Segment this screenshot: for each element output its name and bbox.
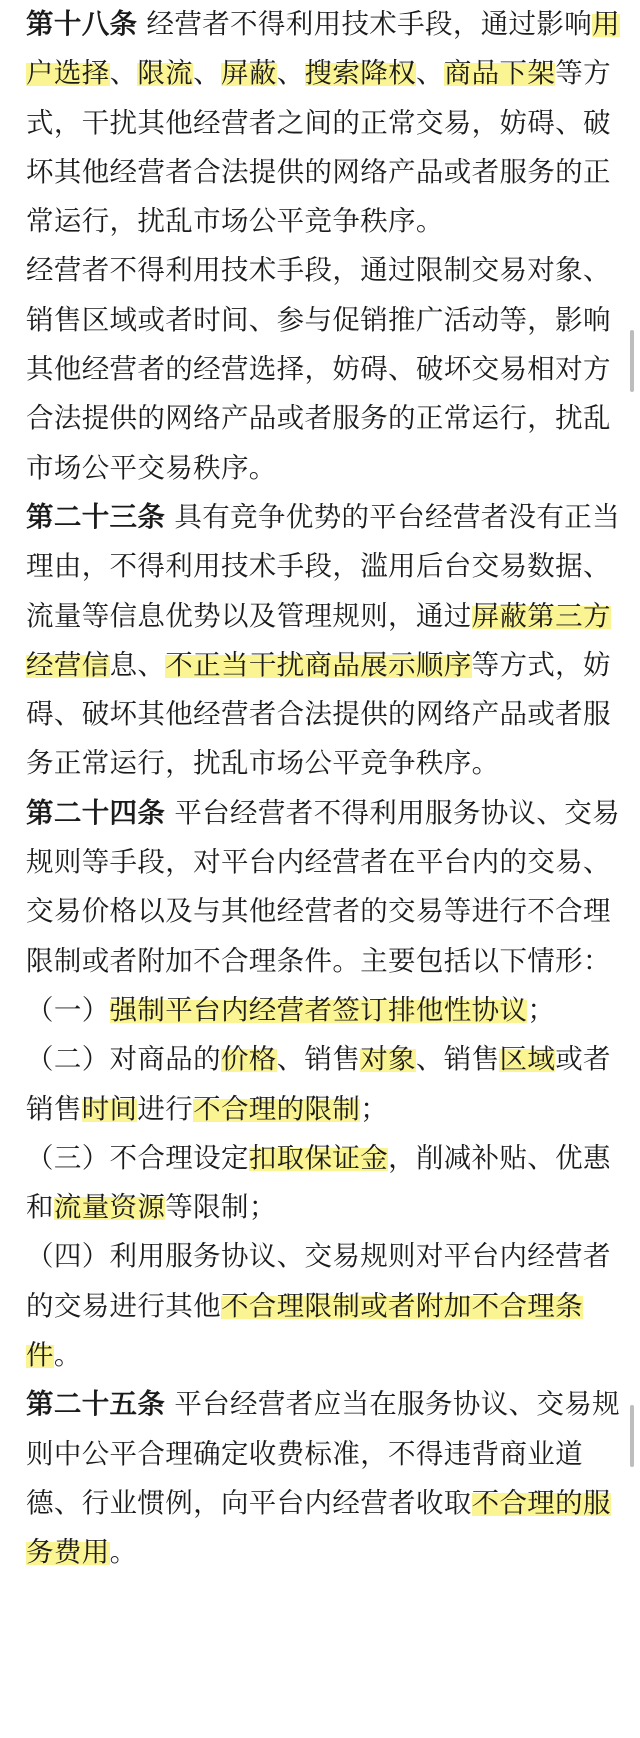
article-18-paragraph-2: 经营者不得利用技术手段，通过限制交易对象、销售区域或者时间、参与促销推广活动等，影响其他经营者的经营选择，妨碍、破坏交易相对方合法提供的网络产品或者服务的正常运行，扰乱市场公平交易秩序。 [26, 254, 611, 484]
text-run: 、 [276, 57, 305, 90]
text-run: 、 [415, 57, 444, 90]
text-run: 等方式，干扰其他经营者之间的正常交易，妨碍、破坏其他经营者合法提供的网络产品或者服务的正常运行，扰乱市场公平竞争秩序。 [26, 57, 611, 238]
text-run: 、 [193, 57, 221, 90]
highlighted-text: 用户选择 [26, 8, 620, 90]
highlighted-text: 商品下架 [443, 57, 556, 90]
article-18-body [26, 8, 620, 237]
highlighted-text: 不合理的服务费用 [26, 1486, 611, 1569]
article-23-number: 第二十三条 [26, 500, 166, 533]
text-run: 、销售 [415, 1043, 500, 1076]
article-25-number: 第二十五条 [26, 1388, 166, 1421]
highlighted-text: 时间 [81, 1092, 138, 1125]
highlighted-text: 搜索降权 [304, 57, 416, 90]
text-run: 进行 [137, 1092, 194, 1125]
highlighted-text: 流量资源 [53, 1191, 166, 1224]
article-24-paragraph [26, 789, 622, 986]
article-24-item-3 [26, 1134, 622, 1233]
scrollbar-thumb-lower[interactable] [630, 1405, 634, 1467]
text-run: 。 [53, 1339, 82, 1372]
highlighted-text: 扣取保证金 [248, 1141, 389, 1174]
article-24-intro: 平台经营者不得利用服务协议、交易规则等手段，对平台内经营者在平台内的交易、交易价格以及与其他经营者的交易等进行不合理限制或者附加不合理条件。主要包括以下情形： [26, 796, 620, 977]
article-24-item-4 [26, 1232, 622, 1380]
text-run: （二）对商品的 [26, 1043, 221, 1076]
highlighted-text: 屏蔽第三方经营信 [26, 599, 611, 681]
text-run: （三）不合理设定 [26, 1141, 249, 1174]
highlighted-text: 价格 [220, 1043, 277, 1076]
text-run: 、 [109, 57, 138, 90]
highlighted-text: 不正当干扰商品展示顺序 [165, 648, 472, 681]
article-18-paragraph [26, 0, 622, 246]
article-24-item-2 [26, 1035, 622, 1134]
article-23-paragraph [26, 493, 622, 789]
text-run: ，削减补贴、优惠和 [26, 1141, 611, 1224]
highlighted-text: 屏蔽 [220, 57, 277, 90]
text-run: （一） [26, 993, 110, 1026]
article-24-item-1 [26, 986, 622, 1035]
text-run: 平台经营者应当在服务协议、交易规则中公平合理确定收费标准，不得违背商业道德、行业惯例，向平台内经营者收取 [26, 1388, 620, 1519]
article-18-number: 第十八条 [26, 8, 138, 40]
article-23-body [26, 501, 620, 779]
article-24-number: 第二十四条 [26, 796, 166, 829]
highlighted-text: 区域 [499, 1043, 556, 1076]
text-run: 息、 [109, 648, 166, 681]
text-run: 等限制； [165, 1191, 277, 1224]
article-25-paragraph [26, 1380, 622, 1577]
text-run: 等方式，妨碍、破坏其他经营者合法提供的网络产品或者服务正常运行，扰乱市场公平竞争秩序。 [26, 648, 611, 780]
text-run: ； [527, 993, 556, 1026]
text-run: 经营者不得利用技术手段，通过影响 [146, 8, 593, 40]
text-run: 、销售 [276, 1043, 361, 1076]
text-run: 或者销售 [26, 1043, 611, 1125]
text-run: （四）利用服务协议、交易规则对平台内经营者的交易进行其他 [26, 1240, 611, 1322]
highlighted-text: 对象 [360, 1043, 416, 1076]
highlighted-text: 限流 [137, 57, 194, 90]
highlighted-text: 不合理限制或者附加不合理条件 [26, 1289, 584, 1372]
highlighted-text: 不合理的限制 [193, 1092, 361, 1125]
highlighted-text: 强制平台内经营者签订排他性协议 [109, 993, 528, 1026]
text-run: 具有竞争优势的平台经营者没有正当理由，不得利用技术手段，滥用后台交易数据、流量等信息优势以及管理规则，通过 [26, 500, 620, 632]
scrollbar-thumb-upper[interactable] [630, 330, 634, 392]
text-run: ； [360, 1092, 389, 1125]
text-run: 。 [109, 1536, 138, 1569]
